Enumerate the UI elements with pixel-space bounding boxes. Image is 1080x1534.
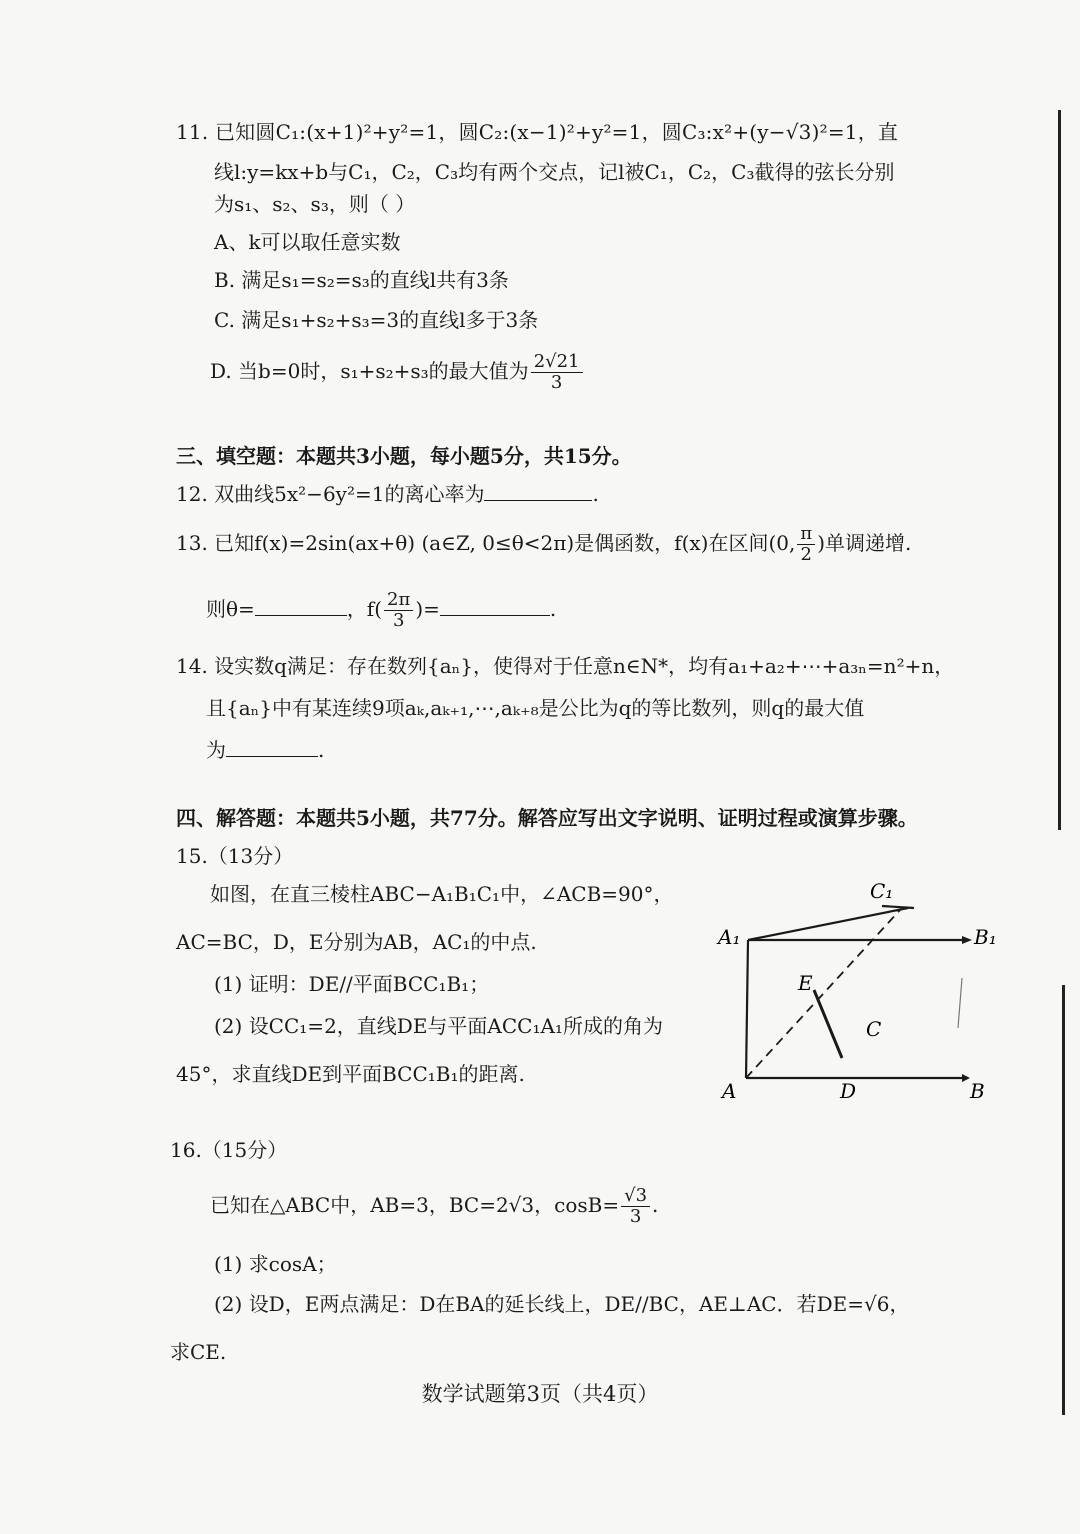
q13-theta-label: 则θ= <box>206 597 255 621</box>
edge-a1-c1 <box>748 908 908 940</box>
q13-line1 <box>176 524 911 565</box>
q16-part2a: (2) 设D，E两点满足：D在BA的延长线上，DE//BC，AE⊥AC．若DE=√6， <box>214 1292 910 1316</box>
q14-line1: 14. 设实数q满足：存在数列{aₙ}，使得对于任意n∈N*，均有a₁+a₂+⋯+a₃ₙ=n²+n， <box>176 654 955 678</box>
edge-a-a1 <box>746 940 748 1078</box>
arrowhead-b1 <box>962 936 972 944</box>
label-d: D <box>840 1079 857 1103</box>
page-edge-line-upper <box>1058 110 1061 830</box>
q11-line1: 11. 已知圆C₁:(x+1)²+y²=1，圆C₂:(x−1)²+y²=1，圆C₃:x²+(y−√3)²=1，直 <box>176 120 899 144</box>
label-c: C <box>866 1017 882 1041</box>
arrowhead-b <box>962 1074 970 1082</box>
q12-end: . <box>592 482 599 506</box>
q15-line2: AC=BC，D，E分别为AB，AC₁的中点. <box>176 930 537 954</box>
q14-end: . <box>318 738 325 762</box>
q11-option-d-fraction: $\frac{2√21}{3}$ <box>531 352 583 393</box>
q13-f-eq: )= <box>415 597 440 621</box>
page-footer: 数学试题第3页（共4页） <box>421 1382 659 1406</box>
q16-cos-fraction: $\frac{√3}{3}$ <box>621 1186 650 1227</box>
q16-part2b: 求CE. <box>170 1340 227 1364</box>
segment-d-e <box>814 990 842 1058</box>
q14-line3-text: 为 <box>206 738 226 762</box>
page-edge-line-lower <box>1062 985 1065 1415</box>
q13-f-fraction: $\frac{2\pi}{3}$ <box>384 590 413 631</box>
q15-part2a: (2) 设CC₁=2，直线DE与平面ACC₁A₁所成的角为 <box>214 1014 663 1038</box>
q12-answer-blank <box>484 482 592 501</box>
edge-c-hint <box>958 978 962 1028</box>
q14-line2: 且{aₙ}中有某连续9项aₖ,aₖ₊₁,⋯,aₖ₊₈是公比为q的等比数列，则q的最大值 <box>206 696 865 720</box>
q13-pi-fraction: $\frac{\pi}{2}$ <box>797 524 815 565</box>
q14-line3 <box>206 738 324 762</box>
label-e: E <box>798 971 813 995</box>
q12 <box>176 482 599 506</box>
q15-part1: (1) 证明：DE//平面BCC₁B₁； <box>214 972 490 996</box>
q11-option-a: A、k可以取任意实数 <box>214 230 401 254</box>
q16-header: 16.（15分） <box>170 1138 288 1162</box>
q13-end: . <box>549 597 557 621</box>
q13-text-b: )单调递增. <box>817 531 912 555</box>
q11-option-d <box>210 352 585 393</box>
q13-text-a: 13. 已知f(x)=2sin(ax+θ) (a∈Z, 0≤θ<2π)是偶函数，f(x)在区间(0, <box>176 531 796 555</box>
q11-option-d-text: D. 当b=0时，s₁+s₂+s₃的最大值为 <box>210 359 529 383</box>
q13-f-blank <box>440 597 550 616</box>
label-b1: B₁ <box>974 925 997 949</box>
q16-part1: (1) 求cosA； <box>214 1252 337 1276</box>
q13-f-label: ，f( <box>346 597 383 621</box>
q16-line1-text: 已知在△ABC中，AB=3，BC=2√3，cosB= <box>210 1193 620 1217</box>
q11-line2: 线l:y=kx+b与C₁，C₂，C₃均有两个交点，记l被C₁，C₂，C₃截得的弦长分别 <box>214 160 895 184</box>
q11-option-b: B. 满足s₁=s₂=s₃的直线l共有3条 <box>214 268 509 292</box>
q11-option-c: C. 满足s₁+s₂+s₃=3的直线l多于3条 <box>214 308 539 332</box>
q12-text: 12. 双曲线5x²−6y²=1的离心率为 <box>176 482 485 506</box>
label-c1: C₁ <box>870 879 894 903</box>
q13-theta-blank <box>255 597 347 616</box>
q15-part2b: 45°，求直线DE到平面BCC₁B₁的距离. <box>176 1062 525 1086</box>
q16-line1 <box>210 1186 658 1227</box>
edge-c1-b1 <box>882 906 914 908</box>
q15-header: 15.（13分） <box>176 844 294 868</box>
section4-heading: 四、解答题：本题共5小题，共77分。解答应写出文字说明、证明过程或演算步骤。 <box>176 806 918 830</box>
label-a: A <box>722 1079 737 1103</box>
q14-answer-blank <box>226 738 318 757</box>
q16-line1-end: . <box>652 1193 659 1217</box>
q11-line3: 为s₁、s₂、s₃，则（ ） <box>214 192 416 216</box>
q13-line2 <box>206 590 556 631</box>
q15-prism-figure <box>700 870 1020 1110</box>
label-a1: A₁ <box>718 925 741 949</box>
section3-heading: 三、填空题：本题共3小题，每小题5分，共15分。 <box>176 444 632 468</box>
q15-line1: 如图，在直三棱柱ABC−A₁B₁C₁中，∠ACB=90°， <box>210 882 674 906</box>
label-b: B <box>970 1079 985 1103</box>
